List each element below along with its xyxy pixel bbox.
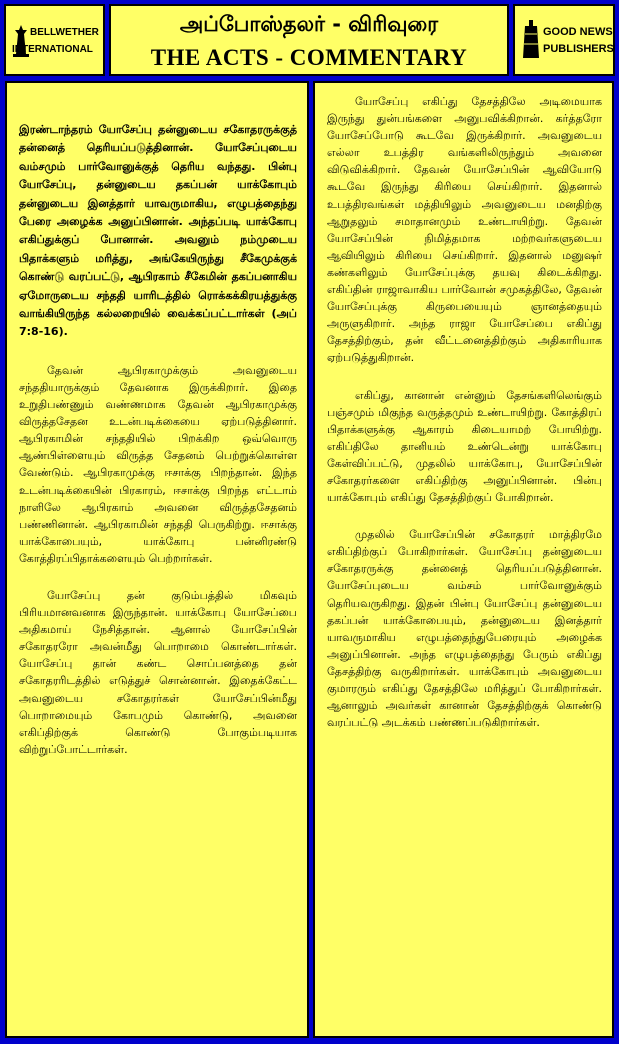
right-logo-line2: PUBLISHERS <box>543 43 614 55</box>
right-column <box>313 81 614 1038</box>
left-logo-line1: BELLWETHER <box>30 27 99 38</box>
book-stack-icon <box>522 20 540 60</box>
good-news-logo <box>513 4 615 76</box>
paragraph: முதலில் யோசேப்பின் சகோதரர் மாத்திரமே எகிப்திற்குப் போகிறார்கள். யோசேப்பு தன்னுடைய சகோதரருக்கு தன்னைத் தெரியப்படுத்தினான். யோசேப்புடைய வம்சம் பார்வோனுக்கும் தெரியவருகிறது. இதன் பின்பு யோசேப்பு தன்னுடைய தகப்பன் யாக்கோபையும், தன்னுடைய இனத்தார் யாவருமாகிய எழுபத்தைந்துபேரையும் அழைக்க அனுப்பினான். அந்த எழுபத்தைந்து பேரும் எகிப்து தேசத்திற்கு வருகிறார்கள். யாக்கோபும் அவனுடைய குமாரரும் எகிப்து தேசத்திலே மரித்துப் போகிறார்கள். ஆனாலும் அவர்கள் கானான் தேசத்திற்குக் கொண்டு வரப்பட்டு அடக்கம் பண்ணப்படுகிறார்கள். <box>327 528 602 730</box>
paragraph: யோசேப்பு எகிப்து தேசத்திலே அடிமையாக இருந்து துன்பங்களை அனுபவிக்கிறான். கர்த்தரோ யோசேப்போடு கூடவே இருக்கிறார். அவனுடைய எல்லா உபத்திர வங்களிலிருந்தும் அவனை விடுவிக்கிறார். தேவன் யோசேப்பின் ஆவியோடு கூடவே இருந்து கிரியை செய்கிறார். இதனால் உபத்திரவங்கள் மத்தியிலும் அவனுடைய மனதிற்கு ஆறுதலும் சமாதானமும் உண்டாயிற்று. தேவன் யோசேப்பின் நிமித்தமாக மற்றவர்களுடைய ஆவியிலும் கிரியை செய்கிறார். இதனால் மனுஷர் கண்களிலும் யோசேப்புக்கு தயவு கிடைக்கிறது. எகிப்தின் ராஜாவாகிய பார்வோன் சமுகத்திலே, தேவன் யோசேப்புக்கு கிருபையையும் ஞானத்தையும் அருளுகிறார். அந்த ராஜா யோசேப்பை எகிப்து தேசத்திற்கும், தன் வீட்டனைத்திற்கும் அதிகாரியாக ஏற்படுத்துகிறான். <box>327 95 602 365</box>
paragraph: எகிப்து, கானான் என்னும் தேசங்களிலெங்கும் பஞ்சமும் மிகுந்த வருத்தமும் உண்டாயிற்று. கோத்திரப் பிதாக்களுக்கு ஆகாரம் கிடையாமற் போயிற்று. எகிப்திலே தானியம் உண்டென்று யாக்கோபு கேள்விப்பட்டு, முதலில் யாக்கோபு, யோசேப்பின் சகோதரர்களை எகிப்திற்கு அனுப்பினான். பின்பு யாக்கோபும் எகிப்து தேசத்திற்குப் போகிறான். <box>327 388 602 505</box>
left-logo-text <box>12 24 99 58</box>
bellwether-logo <box>4 4 105 76</box>
left-column <box>5 81 309 1038</box>
paragraph: யோசேப்பு தன் குடும்பத்தில் மிகவும் பிரியமானவனாக இருந்தான். யாக்கோபு யோசேப்பை அதிகமாய் நேசித்தான். ஆனால் யோசேப்பின் சகோதரரோ அவன்மீது பொறாமை கொண்டார்கள். யோசேப்பு தான் கண்ட சொப்பனத்தை தன் சகோதரரிடத்தில் எடுத்துச் சொன்னான். இதைக்கேட்ட அவனுடைய சகோதரர்கள் யோசேப்பின்மீது பொறாமையும் கோபமும் கொண்டு, அவனை எகிப்திற்குக் கொண்டு போகும்படியாக விற்றுப்போட்டார்கள். <box>19 589 297 756</box>
paragraph: தேவன் ஆபிரகாமுக்கும் அவனுடைய சந்ததியாருக்கும் தேவனாக இருக்கிறார். இதை உறுதிபண்ணும் வண்ணமாக தேவன் ஆபிரகாமுக்கு விருத்தசேதன உடன்படிக்கையை ஏற்படுத்தினார். ஆபிரகாமின் சந்ததியில் பிறக்கிற ஒவ்வொரு ஆண்பிள்ளையும் விருத்த சேதனம் பெற்றுக்கொள்ள வேண்டும். ஆபிரகாமுக்கு ஈசாக்கு பிறந்தான். இந்த உடன்படிக்கையின் பிரகாரம், ஈசாக்கு பிறந்த எட்டாம் நாளிலே ஆபிரகாம் அவனை விருத்தசேதனம் பண்ணினான். ஆபிரகாமின் சந்ததி பெருகிற்று. ஈசாக்கு யாக்கோபையும், யாக்கோபு பன்னிரண்டு கோத்திரப்பிதாக்களையும் பெற்றார்கள். <box>19 363 297 565</box>
left-logo-line2: INTERNATIONAL <box>12 44 93 55</box>
title-english: THE ACTS - COMMENTARY <box>150 45 468 70</box>
right-logo-text <box>543 24 614 58</box>
right-logo-line1: GOOD NEWS <box>543 26 613 38</box>
scripture-quote: இரண்டாந்தரம் யோசேப்பு தன்னுடைய சகோதரருக்குத் தன்னைத் தெரியப்படுத்தினான். யோசேப்புடைய வம்சமும் பார்வோனுக்குத் தெரிய வந்தது. பின்பு யோசேப்பு, தன்னுடைய தகப்பன் யாக்கோபும் தன்னுடைய இனத்தார் யாவருமாகிய, எழுபத்தைந்து பேரை அழைக்க அனுப்பினான். அந்தப்படி யாக்கோபு எகிப்துக்குப் போனான். அவனும் நம்முடைய பிதாக்களும் மரித்து, அங்கேயிருந்து சீகேமுக்குக் கொண்டு வரப்பட்டு, ஆபிரகாம் சீகேமின் தகப்பனாகிய ஏமோருடைய சந்ததி யாரிடத்தில் ரொக்கக்கிரயத்துக்கு வாங்கியிருந்த கல்லறையில் வைக்கப்பட்டார்கள் (அப் 7:8-16). <box>19 123 297 339</box>
title-banner <box>109 4 509 76</box>
title-tamil: அப்போஸ்தலர் - விரிவுரை <box>179 12 439 36</box>
